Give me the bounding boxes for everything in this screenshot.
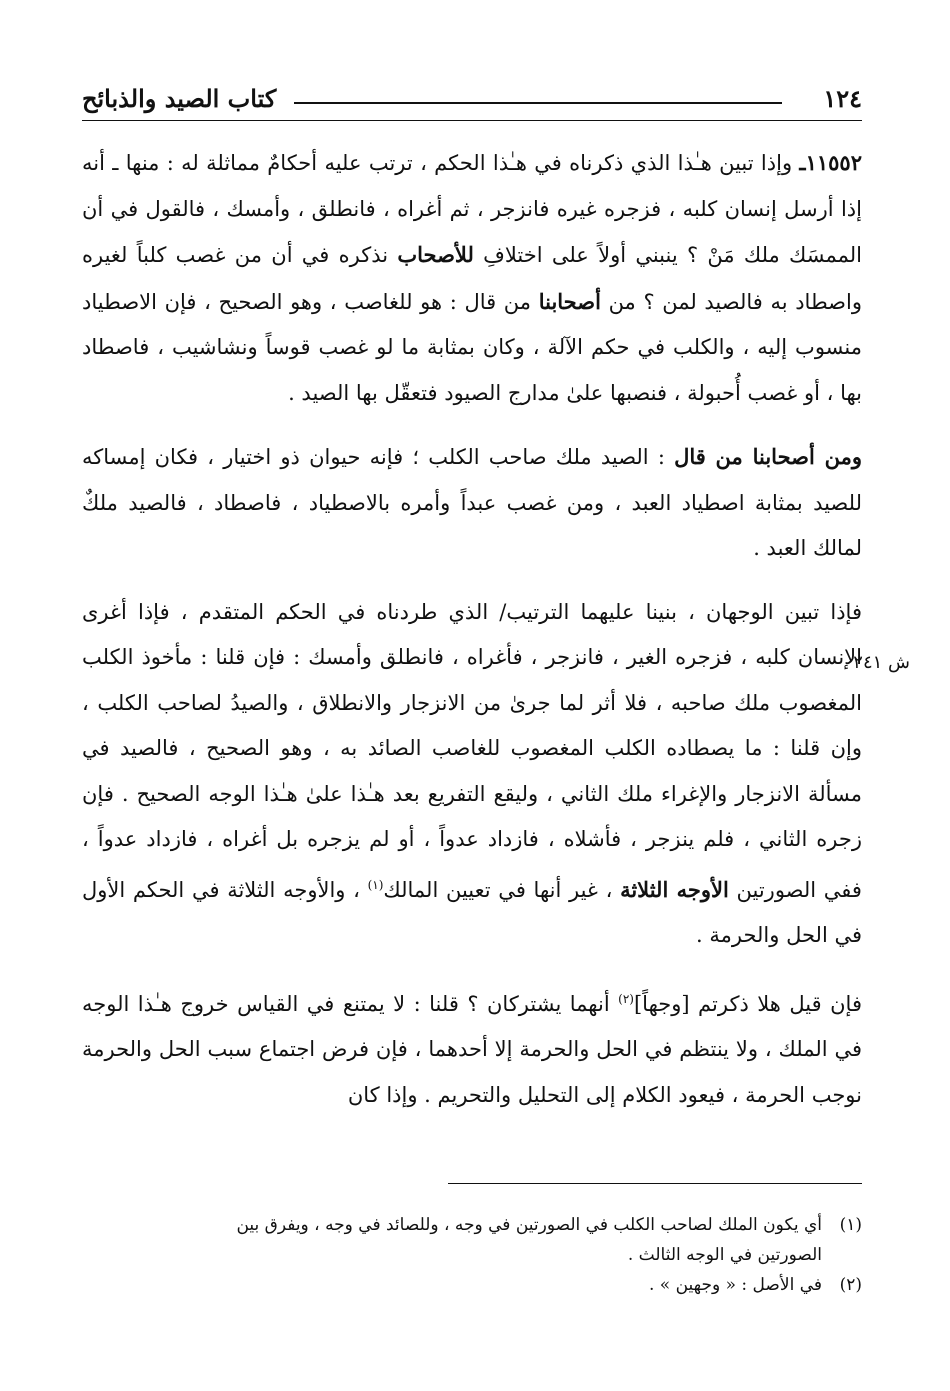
paragraph-text: ، والأوجه الثلاثة في الحكم الأول في الحل والحرمة .: [82, 877, 862, 947]
footnote-1: [82, 1210, 862, 1240]
paragraph-1: [82, 140, 862, 416]
paragraph-text: فإذا تبين الوجهان ، بنينا عليهما الترتيب/ الذي طردناه في الحكم المتقدم ، فإذا أغرى الإنسان كلبه ، فزجره الغير ، فانزجر ، فأغراه ، فانطلق وأمسك : فإن قلنا : مأخوذ الكلب المغصوب ملك صاحبه ، فلا أثر لما جرىٰ من الانزجار والانطلاق ، والصيدُ لصاحب الكلب ، وإن قلنا : ما يصطاده الكلب المغصوب للغاصب الصائد به ، وهو الصحيح ، فالصيد في مسألة الانزجار والإغراء ملك الثاني ، وليقع التفريع بعد هـٰذا علىٰ هـٰذا الوجه الصحيح . فإن زجره الثاني ، فلم ينزجر ، فأشلاه ، فازداد عدواً ، أو لم يزجره بل أغراه ، فازداد عدواً ، ففي الصورتين: [82, 599, 862, 902]
header-underline: [82, 120, 862, 121]
paragraph-2: [82, 434, 862, 572]
issue-number: ١١٥٥٢ـ: [799, 150, 862, 175]
footnote-ref[interactable]: (٢): [618, 991, 634, 1006]
paragraph-text: من قال : هو للغاصب ، وهو الصحيح ، فإن الاصطياد منسوب إليه ، والكلب في حكم الآلة ، وكان بمثابة ما لو غصب قوساً ونشاشيب ، فاصطاد بها ، أو غصب أُحبولة ، فنصبها علىٰ مدارج الصيود فتعقّل بها الصيد .: [82, 289, 862, 405]
margin-folio-note: ش ٢٤١: [853, 652, 910, 673]
footnote-text: الصورتين في الوجه الثالث .: [627, 1245, 822, 1265]
bold-term: للأصحاب: [397, 242, 474, 267]
footnote-1-continued: [82, 1240, 862, 1270]
footnote-separator: [448, 1183, 862, 1184]
footnote-text: أي يكون الملك لصاحب الكلب في الصورتين في وجه ، وللصائد في وجه ، ويفرق بين: [236, 1215, 822, 1235]
paragraph-4: [82, 977, 862, 1119]
footnote-number: (١): [839, 1215, 862, 1235]
bold-term: ومن أصحابنا من قال: [674, 444, 862, 469]
page-number: ١٢٤: [823, 84, 862, 113]
bold-term: أصحابنا: [538, 288, 601, 314]
footnote-2: [82, 1270, 862, 1300]
footnotes: [82, 1210, 862, 1300]
paragraph-text: ، غير أنها في تعيين المالك: [383, 877, 613, 902]
paragraph-text: : الصيد ملك صاحب الكلب ؛ فإنه حيوان ذو اختيار ، فكان إمساكه للصيد بمثابة اصطياد العبد ، ومن غصب عبداً وأمره بالاصطياد ، فاصطاد ، فالصيد ملكٌ لمالك العبد .: [82, 445, 862, 560]
header-rule: [294, 102, 782, 104]
footnote-ref[interactable]: (١): [367, 877, 384, 892]
running-title: كتاب الصيد والذبائح: [82, 84, 277, 113]
paragraph-text: أنهما يشتركان ؟ قلنا : لا يمتنع في القياس خروج هـٰذا الوجه في الملك ، ولا ينتظم في الحل والحرمة إلا أحدهما ، فإن فرض اجتماع سبب الحل والحرمة نوجب الحرمة ، فيعود الكلام إلى التحليل والتحريم . وإذا كان: [82, 991, 862, 1107]
paragraph-text: نذكره في أن من غصب كلباً لغيره واصطاد به فالصيد لمن ؟ من: [82, 243, 862, 314]
page-header: [82, 78, 862, 122]
footnote-text: في الأصل : « وجهين » .: [648, 1275, 822, 1295]
paragraph-text: وإذا تبين هـٰذا الذي ذكرناه في هـٰذا الحكم ، ترتب عليه أحكامٌ مماثلة له : منها ـ أنه إذا أرسل إنسان كلبه ، فزجره غيره فانزجر ، ثم أغراه ، فانطلق ، وأمسك ، فالقول في أن الممسَك ملك مَنْ ؟ ينبني أولاً على اختلافِ: [82, 151, 862, 267]
paragraph-text: فإن قيل هلا ذكرتم [وجهاً]: [633, 991, 862, 1016]
bold-term: الأوجه الثلاثة: [620, 876, 729, 902]
footnote-number: (٢): [839, 1275, 862, 1295]
paragraph-3: [82, 590, 862, 959]
main-text: [82, 140, 862, 1118]
